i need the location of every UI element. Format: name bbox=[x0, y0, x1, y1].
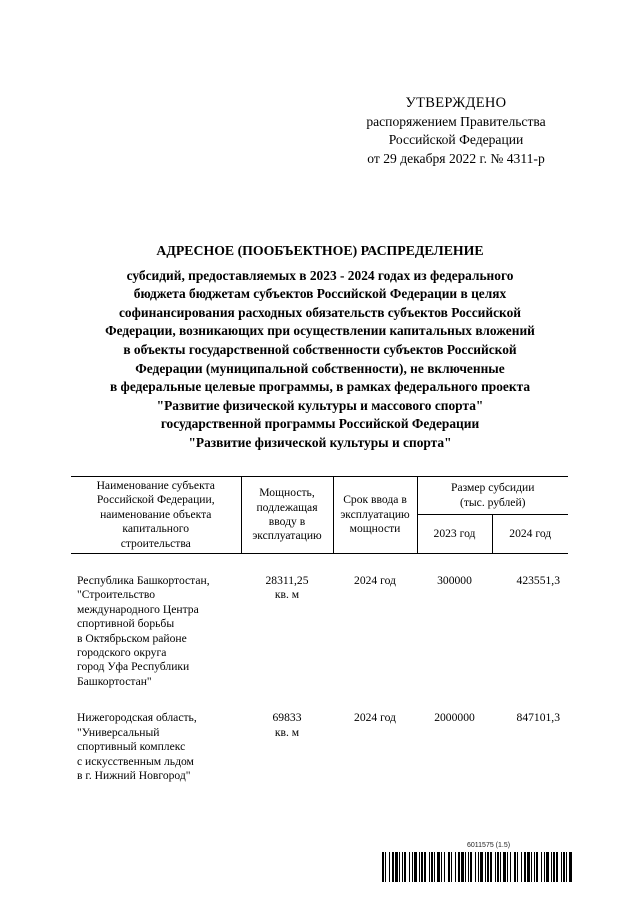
approval-title: УТВЕРЖДЕНО bbox=[405, 95, 507, 111]
table-row bbox=[71, 689, 568, 783]
heading-line: софинансирования расходных обязательств субъектов Российской bbox=[118, 304, 521, 320]
approval-block bbox=[338, 94, 574, 168]
header-year-2024: 2024 год bbox=[492, 515, 568, 554]
header-year-2023: 2023 год bbox=[417, 515, 492, 554]
barcode-icon bbox=[382, 852, 574, 882]
heading-line: в объекты государственной собственности субъектов Российской bbox=[123, 341, 517, 357]
table-row bbox=[71, 554, 568, 690]
approval-line-2: Российской Федерации bbox=[388, 132, 524, 147]
capacity-cell: 69833 кв. м bbox=[272, 711, 302, 739]
heading-line: в федеральные целевые программы, в рамках федерального проекта bbox=[109, 379, 531, 395]
subsidy-2024-cell: 423551,3 bbox=[516, 574, 560, 588]
subsidy-2023-cell: 2000000 bbox=[434, 711, 475, 725]
approval-line-1: распоряжением Правительства bbox=[366, 113, 546, 129]
term-cell: 2024 год bbox=[354, 711, 396, 725]
document-heading bbox=[60, 242, 580, 453]
heading-line: "Развитие физической культуры и массового спорта" bbox=[156, 397, 484, 413]
document-title: АДРЕСНОЕ (ПООБЪЕКТНОЕ) РАСПРЕДЕЛЕНИЕ bbox=[156, 243, 484, 258]
heading-line: Федерации, возникающих при осуществлении капитальных вложений bbox=[105, 323, 535, 339]
subsidy-table bbox=[71, 476, 568, 783]
capacity-cell: 28311,25 кв. м bbox=[265, 574, 309, 602]
object-name-cell: Нижегородская область, "Универсальный спортивный комплекс с искусственным льдом в г. Нижний Новгород" bbox=[77, 711, 197, 782]
header-capacity: Мощность, подлежащая вводу в эксплуатацию bbox=[241, 477, 333, 554]
header-object-name: Наименование субъекта Российской Федерации, наименование объекта капитального строительства bbox=[71, 477, 241, 554]
object-name-cell: Республика Башкортостан, "Строительство международного Центра спортивной борьбы в Октябрьском районе городского округа город Уфа Республики Башкортостан" bbox=[77, 574, 210, 688]
subsidy-2024-cell: 847101,3 bbox=[516, 711, 560, 725]
approval-line-3: от 29 декабря 2022 г. № 4311-р bbox=[367, 150, 545, 166]
subsidy-2023-cell: 300000 bbox=[437, 574, 472, 588]
header-subsidy-size: Размер субсидии (тыс. рублей) bbox=[417, 477, 568, 515]
heading-line: Федерации (муниципальной собственности), не включенные bbox=[135, 360, 505, 376]
heading-line: субсидий, предоставляемых в 2023 - 2024 годах из федерального bbox=[126, 267, 514, 283]
heading-line: бюджета бюджетам субъектов Российской Федерации в целях bbox=[133, 286, 507, 302]
heading-line: государственной программы Российской Федерации bbox=[160, 416, 480, 432]
header-commissioning-term: Срок ввода в эксплуатацию мощности bbox=[333, 477, 417, 554]
barcode-number: 6011575 (1.5) bbox=[467, 842, 511, 849]
heading-line: "Развитие физической культуры и спорта" bbox=[188, 434, 452, 450]
term-cell: 2024 год bbox=[354, 574, 396, 588]
